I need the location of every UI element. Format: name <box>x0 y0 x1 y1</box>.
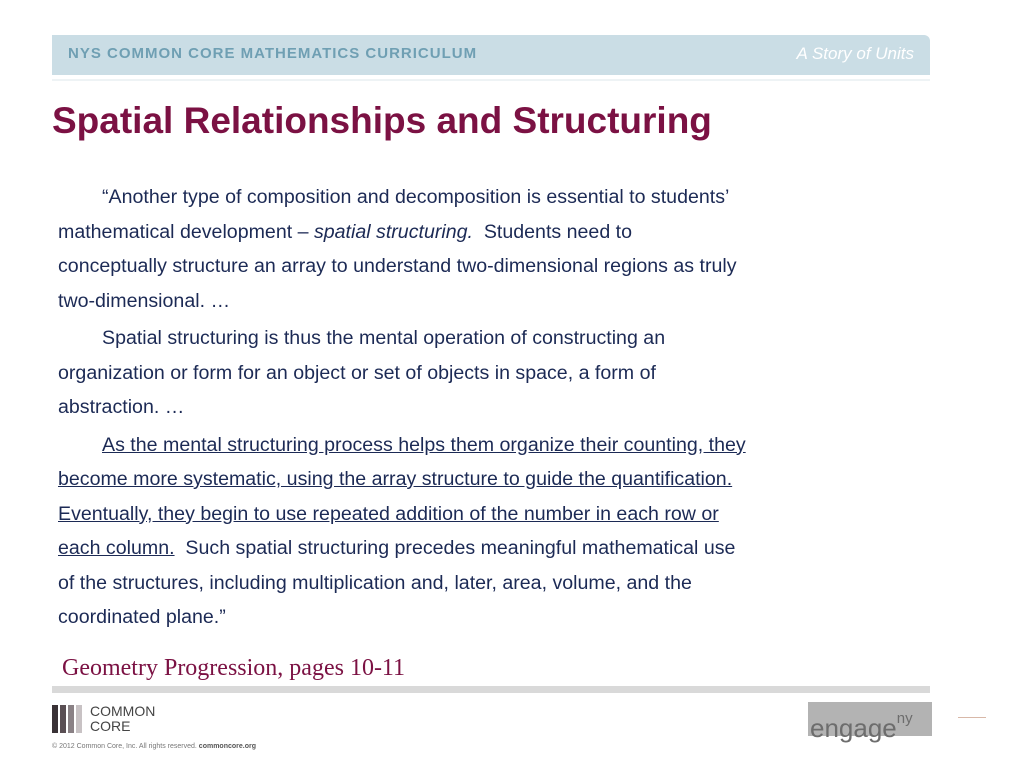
quote-line <box>58 497 988 532</box>
text: Spatial structuring is thus the mental operation of constructing an <box>102 327 666 349</box>
logo-text: ny <box>896 710 913 727</box>
underlined-text: become more systematic, using the array structure to guide the quantification. <box>58 468 733 490</box>
header-divider <box>52 79 930 81</box>
copyright-link[interactable]: commoncore.org <box>198 743 256 750</box>
quote-line <box>58 215 988 250</box>
engageny-logo <box>808 702 932 743</box>
header-banner <box>52 35 930 75</box>
text: Such spatial structuring precedes meaningful mathematical use <box>174 537 736 559</box>
quote-line <box>58 356 988 391</box>
common-core-logo <box>52 704 155 734</box>
quote-line <box>58 428 988 463</box>
text: abstraction. … <box>58 396 185 418</box>
footer-bar <box>52 686 930 693</box>
text: conceptually structure an array to understand two-dimensional regions as truly <box>58 255 737 277</box>
logo-text: COMMON <box>90 703 156 719</box>
logo-text: CORE <box>90 718 131 734</box>
text: two-dimensional. … <box>58 289 231 312</box>
quote-line <box>58 531 988 566</box>
copyright-text: © 2012 Common Core, Inc. All rights reserved. <box>52 743 197 750</box>
text: of the structures, including multiplication and, later, area, volume, and the <box>58 571 692 594</box>
slide-title: Spatial Relationships and Structuring <box>52 100 712 141</box>
quote-line <box>58 390 988 425</box>
text: mathematical development – <box>58 220 314 243</box>
curriculum-label: NYS COMMON CORE MATHEMATICS CURRICULUM <box>68 45 478 62</box>
quote-line <box>58 462 988 497</box>
text: “Another type of composition and decomposition is essential to students’ <box>102 186 730 208</box>
logo-text: engage <box>810 713 897 743</box>
quote-line <box>58 600 988 635</box>
series-label: A Story of Units <box>796 44 914 63</box>
source-citation: Geometry Progression, pages 10-11 <box>62 655 406 681</box>
copyright <box>52 743 256 750</box>
quote-line <box>58 321 988 356</box>
quote-line <box>58 284 988 319</box>
underlined-text: Eventually, they begin to use repeated addition of the number in each row or <box>58 502 719 525</box>
text: Students need to <box>472 220 632 243</box>
quote-line <box>58 566 988 601</box>
decorative-line <box>958 717 986 718</box>
underlined-text: As the mental structuring process helps them organize their counting, they <box>102 433 746 456</box>
quote-body <box>58 180 988 635</box>
common-core-bars-icon <box>52 705 82 733</box>
emphasis-text: spatial structuring. <box>313 220 473 243</box>
underlined-text: each column. <box>58 537 175 559</box>
text: coordinated plane.” <box>58 606 226 628</box>
quote-line <box>58 180 988 215</box>
quote-line <box>58 249 988 284</box>
text: organization or form for an object or set of objects in space, a form of <box>58 361 656 384</box>
